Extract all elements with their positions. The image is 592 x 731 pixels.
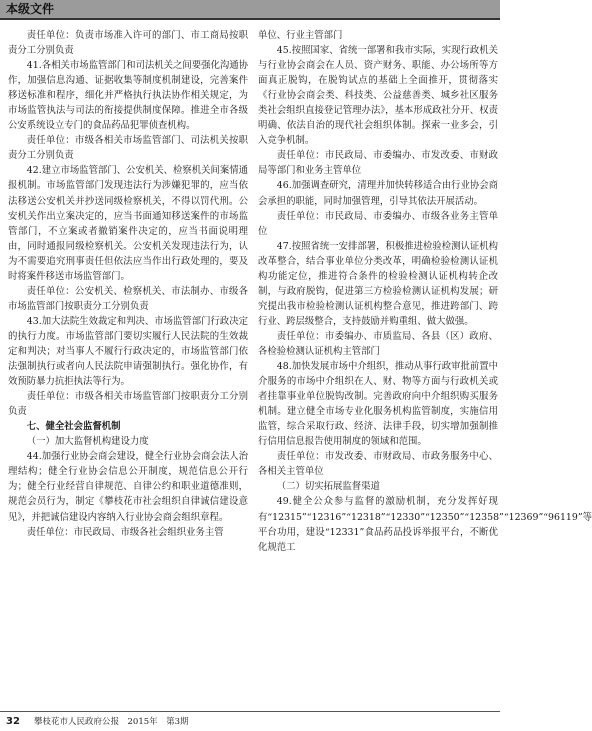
publication-info: 攀枝花市人民政府公报 2015年 第3期 [34,717,189,727]
footer-divider [0,711,500,712]
paragraph: 44.加强行业协会商会建设，健全行业协会商会法人治理结构；健全行业协会信息公开制度，规范信息公开行为；健全行业经营自律规范、自律公约和职业道德准则，规范会员行为，制定《攀枝花市社会组织自律诚信建设意见》，并把诚信建设内容纳入行业协会商会组织章程。 [8,451,248,523]
subsection-heading: （二）切实拓展监督渠道 [276,481,380,493]
paragraph: 责任单位：市级各相关市场监管部门、司法机关按职责分工分别负责 [8,135,248,162]
right-column [258,28,592,555]
paragraph: 46.加强调查研究，清理并加快转移适合由行业协会商会承担的职能，同时加强管理，引导其依法开展活动。 [258,180,498,207]
paragraph: 45.按照国家、省统一部署和我市实际，实现行政机关与行业协会商会在人员、资产财务、职能、办公场所等方面真正脱钩，在脱钩试点的基础上全面推开，贯彻落实《行业协会商会类、科技类、公益慈善类、城乡社区服务类社会组织直接登记管理办法》，基本形成政社分开、权责明确、依法自治的现代社会组织体制。探索一业多会，引入竞争机制。 [258,45,498,147]
paragraph: 48.加快发展市场中介组织，推动从事行政审批前置中介服务的市场中介组织在人、财、物等方面与行政机关或者挂靠事业单位脱钩改制。完善政府向中介组织购买服务机制。建立健全市场专业化服务机构监管制度，实施信用监管，综合采取行政、经济、法律手段，切实增加强制推行信用信息报告使用制度的领域和范围。 [258,361,498,448]
paragraph: 责任单位：市民政局、市委编办、市级各业务主管单位 [258,210,498,237]
paragraph: 42.建立市场监管部门、公安机关、检察机关间案情通报机制。市场监管部门发现违法行为涉嫌犯罪的，应当依法移送公安机关并抄送同级检察机关，不得以罚代刑。公安机关作出立案决定的，应当书面通知移送案件的市场监管部门，不立案或者撤销案件决定的，应当书面说明理由，同时通报同级检察机关。公安机关发现违法行为，认为不需要追究刑事责任但依法应当作出行政处理的，要及时将案件移送市场监管部门。 [8,165,248,282]
page-number: 32 [6,716,20,727]
paragraph: 责任单位：市民政局、市委编办、市发改委、市财政局等部门和业务主管单位 [258,150,498,177]
paragraph: 责任单位：公安机关、检察机关、市法制办、市级各市场监管部门按职责分工分别负责 [8,285,248,312]
paragraph: 43.加大法院生效裁定和判决、市场监管部门行政决定的执行力度。市场监管部门要切实履行人民法院的生效裁定和判决；对当事人不履行行政决定的，市场监管部门依法强制执行或者向人民法院申请强制执行。强化协作，有效预防暴力抗拒执法等行为。 [8,315,248,388]
paragraph: 49.健全公众参与监督的激励机制，充分发挥好现有“12315”“12316”“12318”“12330”“12350”“12358”“12369”“96119”等平台功用，建设“12331”食品药品投诉举报平台，不断优化规范工 [258,496,592,553]
subsection-heading: （一）加大监督机构建设力度 [26,436,149,448]
header-title: 本级文件 [6,2,55,16]
paragraph: 41.各相关市场监管部门和司法机关之间要强化沟通协作，加强信息沟通、证据收集等制度机制建设，完善案件移送标准和程序，细化并严格执行执法协作相关规定，为市场监管执法与司法的衔接提供制度保障。推进全市各级公安系统设立专门的食品药品犯罪侦查机构。 [8,60,248,132]
paragraph: 责任单位：市民政局、市级各社会组织业务主管 [26,526,224,538]
footer [0,713,500,731]
paragraph: 责任单位：负责市场准入许可的部门、市工商局按职责分工分别负责 [8,30,248,57]
section-heading: 七、健全社会监督机制 [26,421,121,433]
paragraph: 47.按照省统一安排部署，积极推进检验检测认证机构改革整合，结合事业单位分类改革，明确检验检测认证机构功能定位，推进符合条件的检验检测认证机构转企改制，与政府脱钩，促进第三方检验检测认证机构发展；研究提出我市检验检测认证机构整合意见，推进跨部门、跨行业、跨层级整合，支持鼓励并购重组、做大做强。 [258,240,498,327]
paragraph-continuation: 单位、行业主管部门 [258,30,343,41]
header-bar [0,0,500,18]
header-divider [0,18,500,20]
left-column [8,28,248,540]
paragraph: 责任单位：市委编办、市质监局、各县（区）政府、各检验检测认证机构主管部门 [258,330,498,357]
paragraph: 责任单位：市级各相关市场监管部门按职责分工分别负责 [8,391,248,418]
paragraph: 责任单位：市发改委、市财政局、市政务服务中心、各相关主管单位 [258,451,498,478]
